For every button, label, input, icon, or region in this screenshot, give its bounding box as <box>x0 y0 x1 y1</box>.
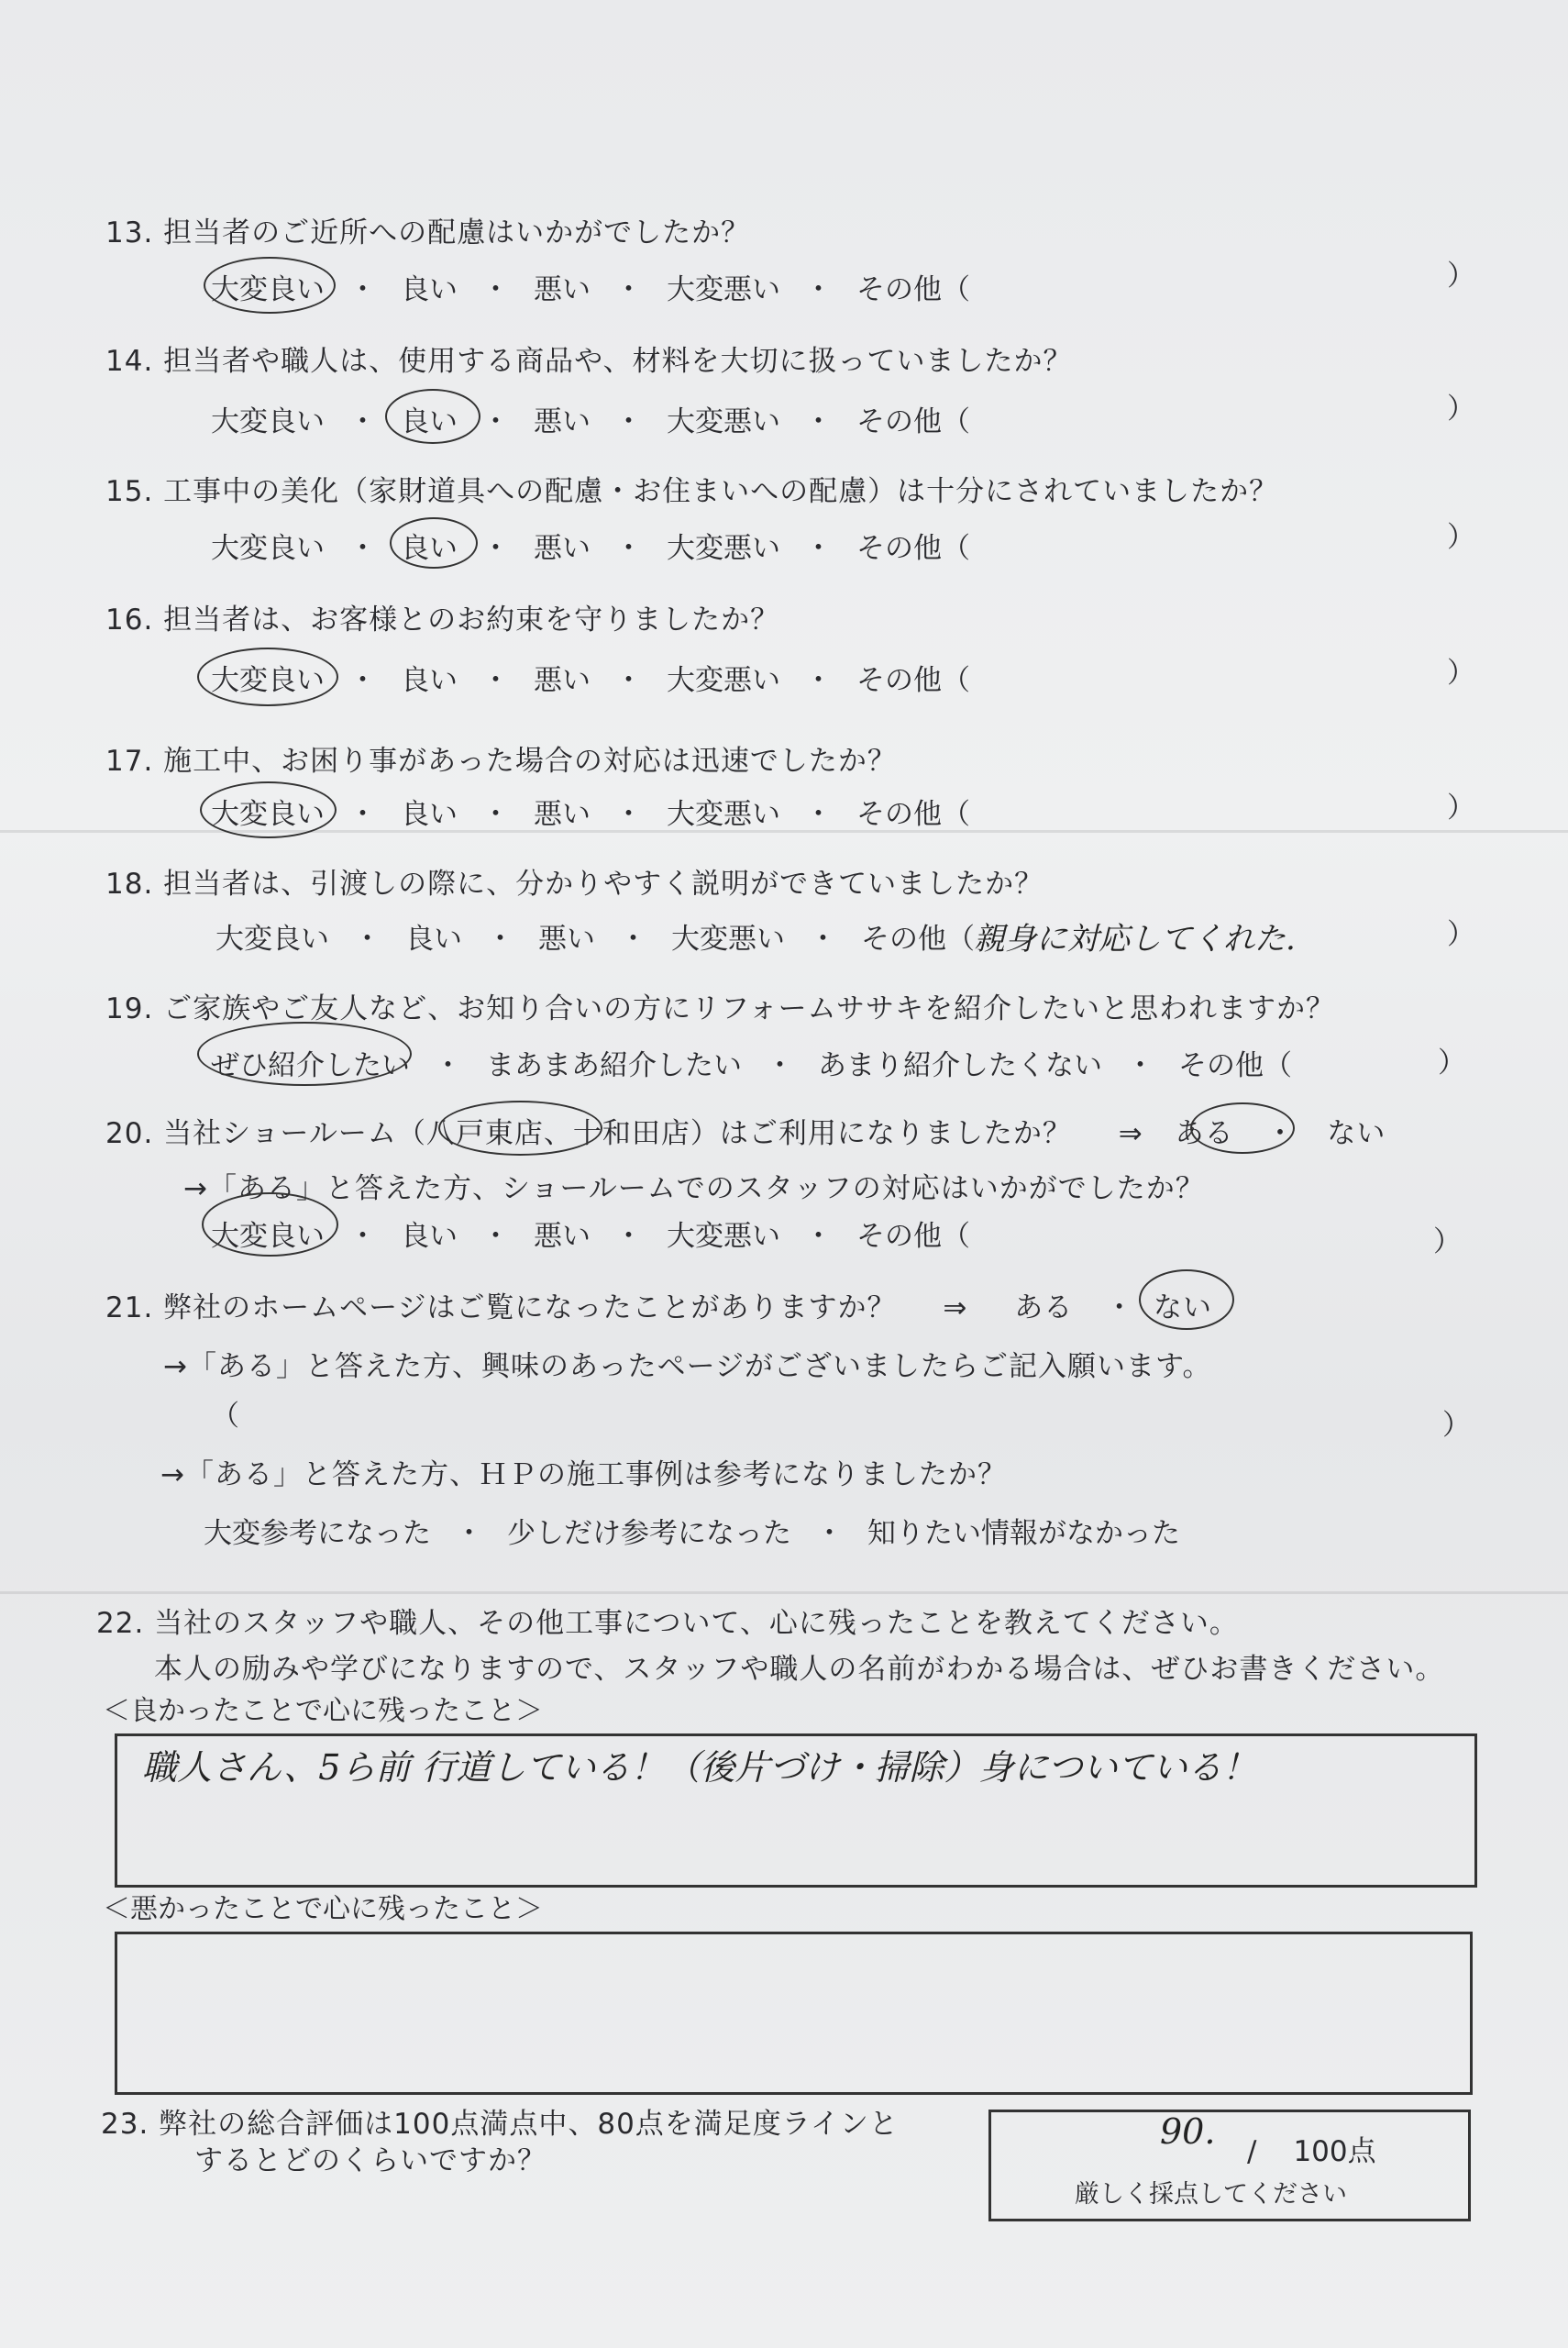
opt-bad[interactable]: 悪い <box>534 273 591 306</box>
options-17: 大変良い ・ 良い ・ 悪い ・ 大変悪い ・ その他（ <box>211 798 970 831</box>
question-17: 17. 施工中、お困り事があった場合の対応は迅速でしたか？ <box>105 745 897 778</box>
options-20: 大変良い ・ 良い ・ 悪い ・ 大変悪い ・ その他（ <box>211 1220 970 1253</box>
options-15: 大変良い ・ 良い ・ 悪い ・ 大変悪い ・ その他（ <box>211 532 970 565</box>
handwritten-note-q18: 親身に対応してくれた. <box>974 921 1296 958</box>
opt-good[interactable]: 良い <box>401 273 458 306</box>
close-paren: ） <box>1447 393 1475 426</box>
paper-fold <box>0 1591 1568 1594</box>
options-16: 大変良い ・ 良い ・ 悪い ・ 大変悪い ・ その他（ <box>211 664 970 697</box>
selection-circle <box>438 1101 602 1156</box>
options-18: 大変良い ・ 良い ・ 悪い ・ 大変悪い ・ その他（ <box>215 923 975 956</box>
question-14: 14. 担当者や職人は、使用する商品や、材料を大切に扱っていましたか？ <box>105 345 1073 378</box>
question-16: 16. 担当者は、お客様とのお約束を守りましたか？ <box>105 604 780 637</box>
q22-sub: 本人の励みや学びになりますので、スタッフや職人の名前がわかる場合は、ぜひお書きください。 <box>154 1653 1445 1686</box>
question-15: 15. 工事中の美化（家財道具への配慮・お住まいへの配慮）は十分にされていましたか？ <box>105 475 1279 508</box>
selection-circle <box>197 648 338 706</box>
handwritten-good-comment: 職人さん、5ら前 行道している！（後片づけ・掃除）身についている！ <box>142 1747 1257 1788</box>
q20-follow: →「ある」と答えた方、ショールームでのスタッフの対応はいかがでしたか？ <box>183 1172 1205 1205</box>
close-paren: ） <box>1447 521 1475 554</box>
opt-very-good[interactable]: 大変良い <box>211 273 325 306</box>
good-label: ＜良かったことで心に残ったこと＞ <box>103 1695 543 1727</box>
selection-circle <box>385 389 480 444</box>
question-18: 18. 担当者は、引渡しの際に、分かりやすく説明ができていましたか？ <box>105 868 1044 901</box>
question-21: 21. 弊社のホームページはご覧になったことがありますか？ ⇒ ある ・ ない <box>105 1291 1212 1324</box>
close-paren: ） <box>1447 657 1475 690</box>
close-paren: ） <box>1447 792 1475 825</box>
question-text: 担当者のご近所への配慮はいかがでしたか？ <box>163 216 751 249</box>
bad-comment-box[interactable] <box>115 1932 1473 2095</box>
question-22: 22. 当社のスタッフや職人、その他工事について、心に残ったことを教えてください。 <box>96 1607 1239 1640</box>
handwritten-score: 90. <box>1160 2111 1216 2152</box>
options-19: ぜひ紹介したい ・ まあまあ紹介したい ・ あまり紹介したくない ・ その他（ <box>211 1049 1292 1082</box>
question-number: 13. <box>105 216 154 249</box>
close-paren: ） <box>1442 1409 1471 1442</box>
selection-circle <box>1139 1269 1234 1330</box>
q21-follow1: →「ある」と答えた方、興味のあったページがございましたらご記入願います。 <box>163 1350 1212 1383</box>
options-14: 大変良い ・ 良い ・ 悪い ・ 大変悪い ・ その他（ <box>211 405 970 438</box>
question-13 <box>105 209 750 250</box>
question-23: 23. 弊社の総合評価は100点満点中、80点を満足度ラインと <box>101 2108 899 2141</box>
options-13: 大変良い ・ 良い ・ 悪い ・ 大変悪い ・ その他（ <box>211 273 970 306</box>
bad-label: ＜悪かったことで心に残ったこと＞ <box>103 1893 543 1925</box>
selection-circle <box>202 1192 338 1257</box>
question-19: 19. ご家族やご友人など、お知り合いの方にリフォームササキを紹介したいと思われますか？ <box>105 992 1335 1025</box>
opt-very-bad[interactable]: 大変悪い <box>667 273 780 306</box>
selection-circle <box>390 517 478 569</box>
question-20: 20. 当社ショールーム（八戸東店、十和田店）はご利用になりましたか？ ⇒ ある ・ ない <box>105 1117 1386 1150</box>
opt-other[interactable]: その他（ <box>856 273 970 306</box>
open-paren: （ <box>211 1400 239 1433</box>
selection-circle <box>200 781 337 838</box>
close-paren: ） <box>1447 260 1475 293</box>
score-note: 厳しく採点してください <box>1075 2180 1347 2209</box>
q21-follow2: →「ある」と答えた方、ＨＰの施工事例は参考になりましたか？ <box>160 1458 1007 1491</box>
selection-circle <box>204 257 336 314</box>
close-paren: ） <box>1433 1225 1462 1258</box>
selection-circle <box>1190 1102 1295 1154</box>
close-paren: ） <box>1447 918 1475 951</box>
selection-circle <box>197 1022 412 1086</box>
q23-line2: するとどのくらいですか？ <box>194 2144 547 2177</box>
options-21: 大変参考になった ・ 少しだけ参考になった ・ 知りたい情報がなかった <box>204 1517 1180 1550</box>
close-paren: ） <box>1438 1047 1466 1080</box>
score-suffix: / 100点 <box>1247 2135 1376 2168</box>
